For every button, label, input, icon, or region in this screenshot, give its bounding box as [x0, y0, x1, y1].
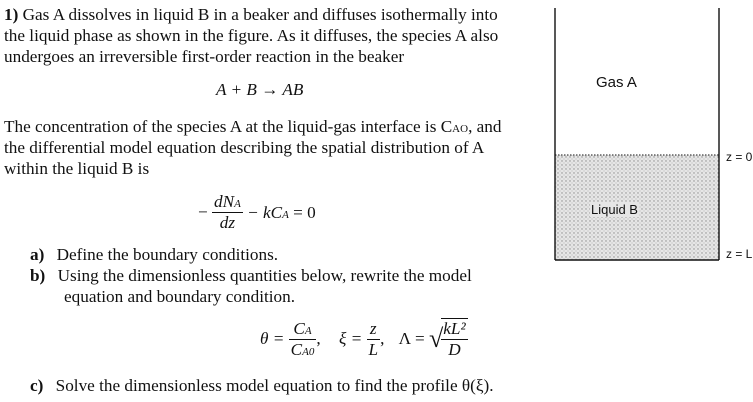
lambda-symbol: Λ = — [398, 329, 425, 348]
equation-rhs: = 0 — [288, 202, 316, 222]
concentration-line-3: within the liquid B is — [4, 159, 150, 178]
part-b — [30, 265, 472, 287]
part-a-text: Define the boundary conditions. — [56, 245, 279, 264]
part-a — [30, 244, 278, 266]
part-c — [30, 375, 494, 397]
theta-numerator-sub: A — [304, 324, 312, 337]
part-c-text: Solve the dimensionless model equation to find the profile θ(ξ). — [55, 376, 494, 395]
model-minus: − — [198, 202, 208, 222]
xi-fraction — [367, 319, 381, 360]
model-derivative-fraction — [212, 192, 243, 233]
concentration-line-2: the differential model equation describing the spatial distribution of A — [4, 138, 485, 157]
theta-numerator: C — [293, 318, 305, 338]
part-b-text-2: equation and boundary condition. — [64, 287, 296, 306]
problem-intro-line-2: the liquid phase as shown in the figure. As it diffuses, the species A also — [4, 26, 499, 45]
zL-label: z = L — [726, 247, 753, 261]
comma-2: , — [380, 329, 385, 348]
xi-denominator: L — [368, 339, 379, 359]
theta-symbol: θ = — [260, 329, 285, 348]
concentration-text-pre: The concentration of the species A at the liquid-gas interface is C — [4, 117, 453, 136]
part-b-text-1: Using the dimensionless quantities below, rewrite the model — [57, 266, 472, 285]
lambda-denominator: D — [441, 339, 467, 360]
part-b-label: b) — [30, 266, 46, 285]
sqrt-sign-icon: √ — [428, 324, 444, 353]
reaction-term: − kC — [247, 202, 283, 222]
intro-text-1: Gas A dissolves in liquid B in a beaker and diffuses isothermally into — [22, 5, 498, 24]
comma-1: , — [316, 329, 321, 348]
xi-numerator: z — [369, 318, 377, 338]
liquid-b-label: Liquid B — [591, 202, 638, 217]
reaction-term-sub: A — [282, 208, 289, 221]
concentration-subscript: AO — [452, 123, 469, 135]
problem-intro-line-1 — [4, 4, 498, 26]
concentration-text-post: , and — [468, 117, 502, 136]
derivative-numerator-sub: A — [234, 198, 241, 210]
dimensionless-quantities — [260, 318, 468, 360]
theta-fraction — [289, 319, 317, 360]
reaction-equation — [216, 80, 303, 100]
lambda-numerator: kL² — [443, 319, 466, 338]
problem-intro-line-3: undergoes an irreversible first-order reaction in the beaker — [4, 47, 405, 66]
part-c-label: c) — [30, 376, 44, 395]
gas-a-label: Gas A — [596, 74, 637, 91]
reaction-arrow: → — [261, 80, 279, 99]
lambda-fraction — [441, 318, 467, 360]
part-a-label: a) — [30, 245, 45, 264]
reaction-rhs: AB — [282, 80, 304, 99]
derivative-numerator: dN — [214, 192, 235, 211]
model-equation — [198, 192, 316, 233]
theta-denominator: C — [290, 339, 303, 359]
xi-symbol: ξ = — [338, 329, 363, 348]
reaction-lhs: A + B — [216, 80, 257, 99]
problem-number: 1) — [4, 5, 19, 24]
z0-label: z = 0 — [726, 150, 753, 164]
beaker-figure — [545, 0, 753, 275]
theta-denominator-sub: A0 — [302, 345, 315, 358]
derivative-denominator: dz — [212, 212, 243, 233]
